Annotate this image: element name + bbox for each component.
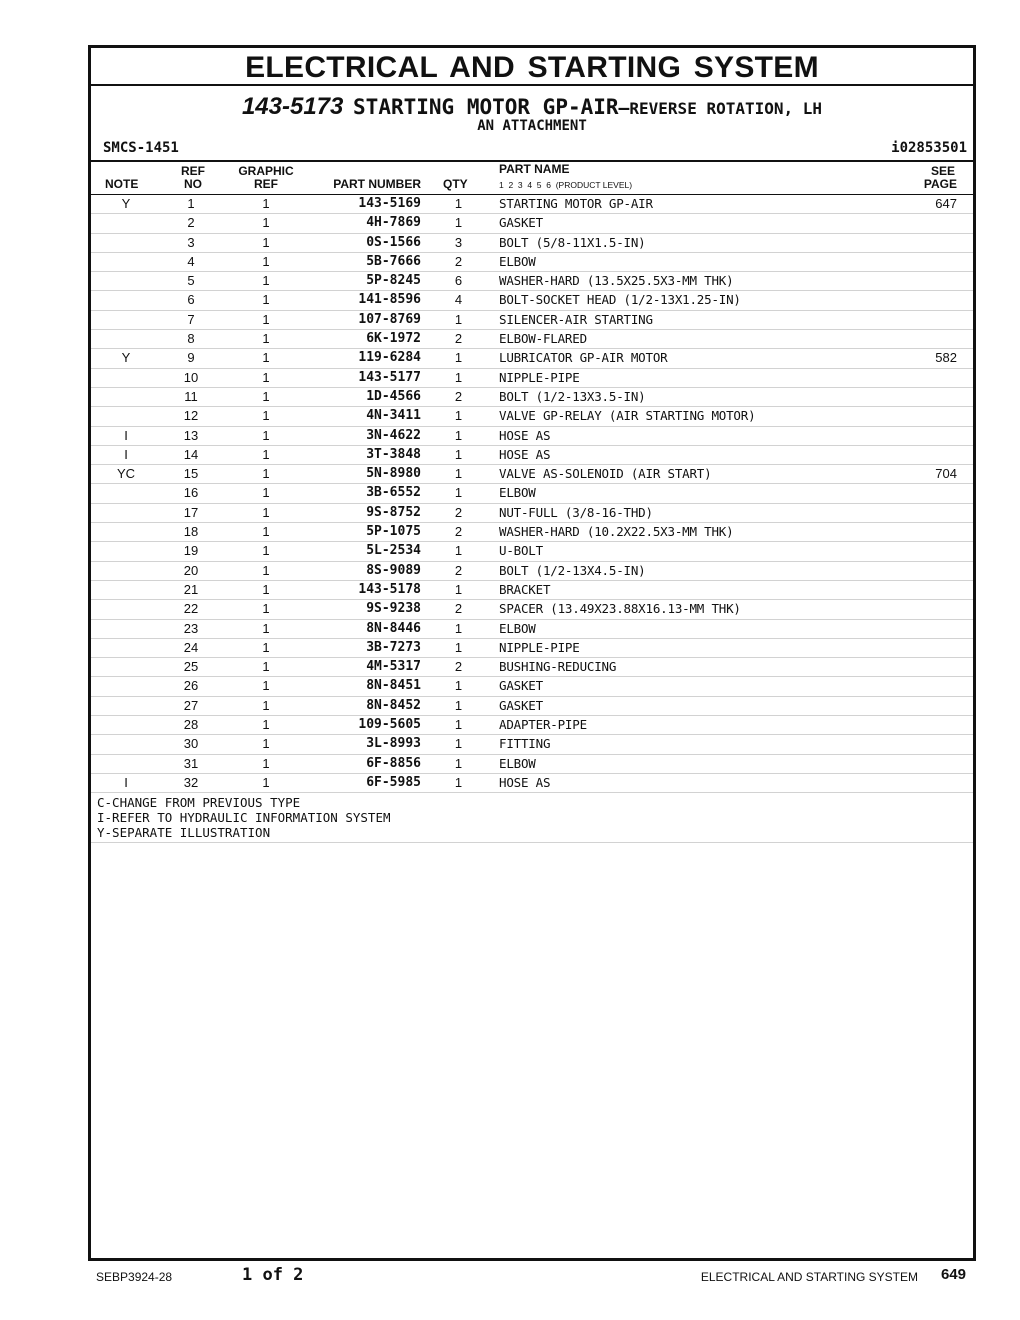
ref-cell: 12: [183, 408, 199, 424]
part-name-cell: HOSE AS: [499, 446, 551, 462]
ref-cell: 4: [187, 253, 195, 269]
table-row: [91, 330, 973, 349]
qty-cell: 1: [454, 466, 463, 482]
graphic-ref-cell: 1: [262, 678, 270, 694]
part-name-cell: WASHER-HARD (13.5X25.5X3-MM THK): [499, 273, 734, 289]
ref-cell: 13: [183, 427, 199, 443]
page-title: ELECTRICAL AND STARTING SYSTEM: [91, 48, 973, 86]
col-graphic-bottom: REF: [254, 177, 278, 191]
ref-cell: 23: [183, 620, 199, 636]
note-cell: YC: [116, 466, 136, 482]
part-name-cell: NIPPLE-PIPE: [499, 639, 580, 655]
part-name-cell: ELBOW-FLARED: [499, 331, 587, 347]
note-line: I-REFER TO HYDRAULIC INFORMATION SYSTEM: [97, 810, 391, 826]
qty-cell: 1: [454, 427, 463, 443]
table-row: [91, 388, 973, 407]
qty-cell: 1: [454, 581, 463, 597]
part-number-cell: 3T-3848: [366, 446, 421, 462]
table-row: [91, 562, 973, 581]
smcs-row: [91, 138, 973, 162]
ref-cell: 1: [187, 196, 195, 211]
group-dash: –: [618, 98, 630, 119]
col-see-bottom: PAGE: [923, 177, 957, 191]
graphic-ref-cell: 1: [262, 562, 270, 578]
note-cell: I: [124, 427, 128, 443]
ref-cell: 16: [183, 485, 199, 501]
table-row: [91, 523, 973, 542]
qty-cell: 1: [454, 408, 463, 424]
qty-cell: 1: [454, 736, 463, 752]
qty-cell: 2: [454, 524, 463, 540]
col-part-name: PART NAME: [499, 162, 570, 176]
part-name-cell: SILENCER-AIR STARTING: [499, 311, 653, 327]
part-number-cell: 5B-7666: [366, 253, 421, 269]
part-name-cell: FITTING: [499, 736, 551, 752]
graphic-ref-cell: 1: [262, 331, 270, 347]
graphic-ref-cell: 1: [262, 427, 270, 443]
table-row: [91, 504, 973, 523]
table-row: [91, 484, 973, 503]
ref-cell: 17: [183, 504, 199, 520]
table-row: [91, 446, 973, 465]
part-number-cell: 5P-8245: [366, 273, 421, 289]
part-number-cell: 4N-3411: [366, 408, 421, 424]
table-row: [91, 272, 973, 291]
ref-cell: 2: [187, 215, 195, 231]
footer-section: ELECTRICAL AND STARTING SYSTEM: [700, 1270, 918, 1284]
qty-cell: 2: [454, 504, 463, 520]
qty-cell: 2: [454, 659, 463, 675]
note-cell: Y: [121, 196, 131, 211]
note-cell: I: [124, 446, 128, 462]
part-name-cell: BOLT (5/8-11X1.5-IN): [499, 234, 646, 250]
graphic-ref-cell: 1: [262, 196, 270, 211]
qty-cell: 1: [454, 639, 463, 655]
note-line: Y-SEPARATE ILLUSTRATION: [97, 825, 271, 841]
part-name-cell: BRACKET: [499, 581, 551, 597]
ref-cell: 26: [183, 678, 199, 694]
part-number-cell: 141-8596: [358, 292, 421, 308]
ref-cell: 10: [183, 369, 199, 385]
table-row: [91, 716, 973, 735]
ref-cell: 8: [187, 331, 195, 347]
part-number-cell: 5N-8980: [366, 466, 421, 482]
graphic-ref-cell: 1: [262, 215, 270, 231]
graphic-ref-cell: 1: [262, 524, 270, 540]
see-page-cell: 647: [935, 196, 957, 211]
ref-cell: 27: [183, 697, 199, 713]
qty-cell: 1: [454, 543, 463, 559]
graphic-ref-cell: 1: [262, 466, 270, 482]
graphic-ref-cell: 1: [262, 639, 270, 655]
table-row: [91, 369, 973, 388]
group-suffix: REVERSE ROTATION, LH: [629, 99, 823, 118]
qty-cell: 1: [454, 717, 463, 733]
graphic-ref-cell: 1: [262, 620, 270, 636]
ref-cell: 11: [184, 388, 198, 404]
qty-cell: 1: [454, 620, 463, 636]
graphic-ref-cell: 1: [262, 581, 270, 597]
part-number-cell: 8S-9089: [366, 562, 421, 578]
qty-cell: 2: [454, 331, 463, 347]
qty-cell: 4: [454, 292, 463, 308]
graphic-ref-cell: 1: [262, 543, 270, 559]
ref-cell: 14: [183, 446, 199, 462]
qty-cell: 1: [454, 678, 463, 694]
table-row: [91, 291, 973, 310]
part-name-cell: HOSE AS: [499, 427, 551, 443]
group-part-number: 143-5173: [241, 93, 344, 120]
doc-id: i02853501: [891, 140, 967, 156]
qty-cell: 1: [454, 485, 463, 501]
ref-cell: 30: [183, 736, 199, 752]
page-frame: [88, 45, 976, 1261]
part-number-cell: 4M-5317: [366, 659, 421, 675]
ref-cell: 7: [187, 311, 195, 327]
part-number-cell: 9S-9238: [366, 601, 421, 617]
part-number-cell: 107-8769: [358, 311, 421, 327]
see-page-cell: 704: [935, 466, 957, 482]
table-row: [91, 234, 973, 253]
part-number-cell: 143-5177: [358, 369, 421, 385]
graphic-ref-cell: 1: [262, 659, 270, 675]
graphic-ref-cell: 1: [262, 292, 270, 308]
part-number-cell: 3L-8993: [366, 736, 421, 752]
table-row: [91, 755, 973, 774]
note-line: C-CHANGE FROM PREVIOUS TYPE: [97, 795, 301, 811]
part-name-cell: GASKET: [499, 697, 543, 713]
qty-cell: 3: [454, 234, 463, 250]
graphic-ref-cell: 1: [262, 350, 270, 366]
ref-cell: 19: [183, 543, 199, 559]
table-row: [91, 658, 973, 677]
page-footer: [0, 1262, 1020, 1292]
part-number-cell: 8N-8451: [366, 678, 421, 694]
col-product-levels: 1 2 3 4 5 6 (PRODUCT LEVEL): [499, 180, 633, 190]
part-number-cell: 109-5605: [358, 717, 421, 733]
part-name-cell: ELBOW: [499, 485, 536, 501]
qty-cell: 1: [454, 196, 463, 211]
part-number-cell: 9S-8752: [366, 504, 421, 520]
ref-cell: 24: [183, 639, 199, 655]
qty-cell: 2: [454, 601, 463, 617]
table-row: [91, 600, 973, 619]
part-name-cell: VALVE AS-SOLENOID (AIR START): [499, 466, 712, 482]
graphic-ref-cell: 1: [262, 601, 270, 617]
table-row: [91, 774, 973, 793]
ref-cell: 5: [187, 273, 195, 289]
part-name-cell: BOLT (1/2-13X4.5-IN): [499, 562, 646, 578]
qty-cell: 2: [454, 253, 463, 269]
qty-cell: 1: [454, 697, 463, 713]
table-row: [91, 349, 973, 368]
table-row: [91, 195, 973, 214]
group-name: STARTING MOTOR GP-AIR: [353, 95, 619, 119]
ref-cell: 20: [183, 562, 199, 578]
table-row: [91, 253, 973, 272]
part-name-cell: GASKET: [499, 678, 543, 694]
ref-cell: 6: [187, 292, 195, 308]
table-row: [91, 214, 973, 233]
ref-cell: 32: [183, 774, 199, 790]
table-row: [91, 677, 973, 696]
part-number-cell: 3B-6552: [366, 485, 421, 501]
part-name-cell: ADAPTER-PIPE: [499, 717, 587, 733]
ref-cell: 25: [183, 659, 199, 675]
col-ref-top: REF: [181, 164, 205, 178]
footer-doc-number: SEBP3924-28: [96, 1270, 173, 1284]
part-name-cell: ELBOW: [499, 755, 536, 771]
graphic-ref-cell: 1: [262, 273, 270, 289]
part-number-cell: 8N-8452: [366, 697, 421, 713]
see-page-cell: 582: [935, 350, 957, 366]
part-name-cell: HOSE AS: [499, 774, 551, 790]
table-row: [91, 407, 973, 426]
group-title: [91, 94, 973, 120]
part-number-cell: 6K-1972: [366, 331, 421, 347]
graphic-ref-cell: 1: [262, 369, 270, 385]
part-number-cell: 1D-4566: [366, 388, 421, 404]
attachment-label: AN ATTACHMENT: [477, 118, 587, 134]
graphic-ref-cell: 1: [262, 485, 270, 501]
graphic-ref-cell: 1: [262, 717, 270, 733]
table-row: [91, 542, 973, 561]
table-row: [91, 311, 973, 330]
qty-cell: 1: [454, 774, 463, 790]
footer-page-number: 649: [940, 1266, 966, 1283]
part-name-cell: ELBOW: [499, 253, 536, 269]
part-number-cell: 4H-7869: [366, 215, 421, 231]
col-graphic-top: GRAPHIC: [238, 164, 294, 178]
ref-cell: 15: [183, 466, 199, 482]
ref-cell: 31: [183, 755, 199, 771]
part-name-cell: U-BOLT: [499, 543, 543, 559]
col-see-top: SEE: [930, 164, 955, 178]
notes-legend: [91, 793, 973, 843]
part-name-cell: SPACER (13.49X23.88X16.13-MM THK): [499, 601, 741, 617]
ref-cell: 9: [187, 350, 195, 366]
part-name-cell: ELBOW: [499, 620, 536, 636]
graphic-ref-cell: 1: [262, 388, 270, 404]
qty-cell: 1: [454, 369, 463, 385]
table-header: [91, 162, 973, 195]
part-name-cell: BOLT-SOCKET HEAD (1/2-13X1.25-IN): [499, 292, 741, 308]
part-name-cell: LUBRICATOR GP-AIR MOTOR: [499, 350, 668, 366]
part-number-cell: 119-6284: [358, 350, 421, 366]
graphic-ref-cell: 1: [262, 697, 270, 713]
parts-table: [91, 195, 973, 793]
col-ref-bottom: NO: [184, 177, 202, 191]
col-part-number: PART NUMBER: [333, 177, 421, 191]
footer-page-count: 1 of 2: [242, 1265, 304, 1285]
ref-cell: 22: [183, 601, 199, 617]
part-name-cell: BOLT (1/2-13X3.5-IN): [499, 388, 646, 404]
graphic-ref-cell: 1: [262, 755, 270, 771]
col-note: NOTE: [105, 177, 139, 191]
part-name-cell: BUSHING-REDUCING: [499, 659, 617, 675]
part-number-cell: 6F-5985: [366, 774, 421, 790]
part-name-cell: WASHER-HARD (10.2X22.5X3-MM THK): [499, 524, 734, 540]
graphic-ref-cell: 1: [262, 446, 270, 462]
part-number-cell: 3N-4622: [366, 427, 421, 443]
ref-cell: 18: [183, 524, 199, 540]
part-name-cell: GASKET: [499, 215, 543, 231]
part-number-cell: 3B-7273: [366, 639, 421, 655]
part-number-cell: 143-5178: [358, 581, 421, 597]
qty-cell: 1: [454, 446, 463, 462]
part-number-cell: 5P-1075: [366, 524, 421, 540]
table-row: [91, 639, 973, 658]
part-number-cell: 143-5169: [358, 196, 421, 211]
graphic-ref-cell: 1: [262, 253, 270, 269]
part-number-cell: 0S-1566: [366, 234, 421, 250]
part-number-cell: 8N-8446: [366, 620, 421, 636]
note-cell: Y: [121, 350, 131, 366]
graphic-ref-cell: 1: [262, 774, 270, 790]
table-row: [91, 620, 973, 639]
ref-cell: 3: [187, 234, 195, 250]
table-row: [91, 427, 973, 446]
table-row: [91, 735, 973, 754]
note-cell: I: [124, 774, 128, 790]
graphic-ref-cell: 1: [262, 311, 270, 327]
qty-cell: 2: [454, 562, 463, 578]
table-row: [91, 465, 973, 484]
part-name-cell: STARTING MOTOR GP-AIR: [499, 196, 653, 211]
ref-cell: 28: [183, 717, 199, 733]
qty-cell: 1: [454, 755, 463, 771]
qty-cell: 1: [454, 215, 463, 231]
smcs-code: SMCS-1451: [103, 140, 179, 156]
graphic-ref-cell: 1: [262, 408, 270, 424]
part-name-cell: VALVE GP-RELAY (AIR STARTING MOTOR): [499, 408, 756, 424]
graphic-ref-cell: 1: [262, 736, 270, 752]
col-qty: QTY: [443, 177, 468, 191]
table-row: [91, 581, 973, 600]
table-row: [91, 697, 973, 716]
part-number-cell: 6F-8856: [366, 755, 421, 771]
qty-cell: 1: [454, 350, 463, 366]
ref-cell: 21: [183, 581, 199, 597]
graphic-ref-cell: 1: [262, 234, 270, 250]
part-name-cell: NUT-FULL (3/8-16-THD): [499, 504, 653, 520]
qty-cell: 6: [454, 273, 463, 289]
qty-cell: 1: [454, 311, 463, 327]
part-name-cell: NIPPLE-PIPE: [499, 369, 580, 385]
qty-cell: 2: [454, 388, 463, 404]
graphic-ref-cell: 1: [262, 504, 270, 520]
part-number-cell: 5L-2534: [366, 543, 421, 559]
